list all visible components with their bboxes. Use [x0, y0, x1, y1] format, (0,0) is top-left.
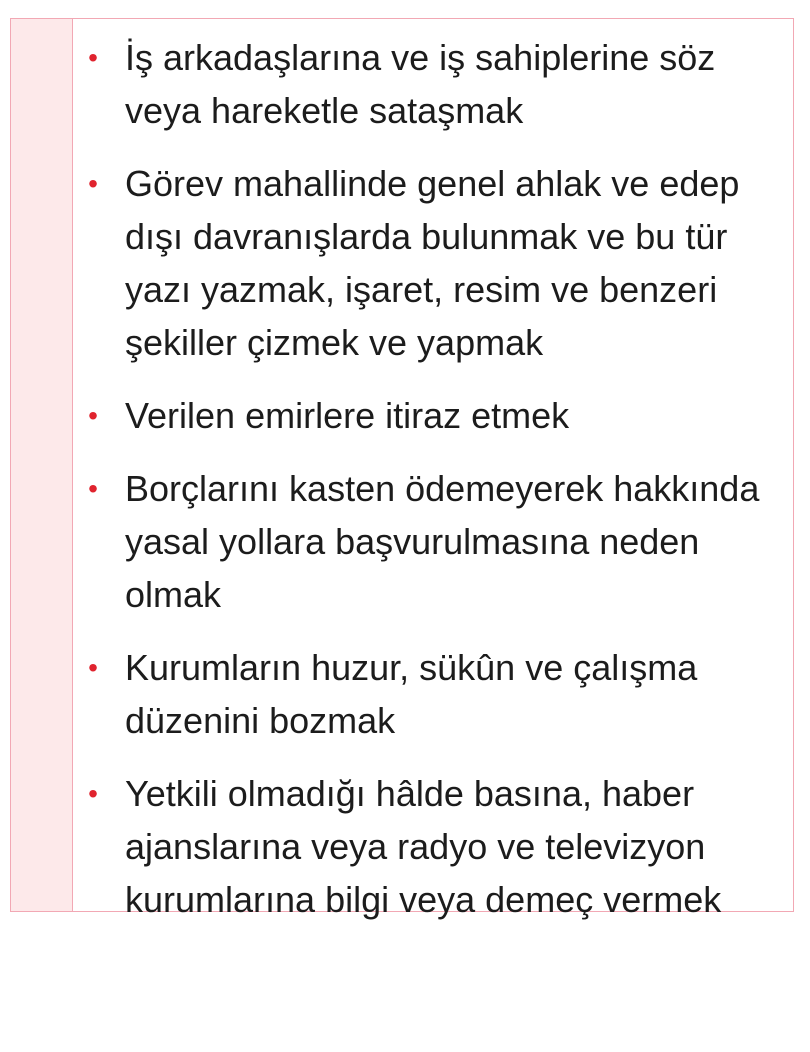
list-item-text: Verilen emirlere itiraz etmek: [125, 395, 570, 436]
bullet-list: [88, 31, 791, 946]
bullet-icon: •: [88, 778, 98, 809]
list-item: [88, 31, 791, 137]
list-item-text: Kurumların huzur, sükûn ve çalışma düzenini bozmak: [125, 647, 698, 741]
bullet-icon: •: [88, 652, 98, 683]
bullet-icon: •: [88, 42, 98, 73]
list-item: [88, 389, 791, 442]
content-box: [10, 18, 794, 920]
list-item: [88, 641, 791, 747]
list-item: [88, 767, 791, 926]
list-item: [88, 157, 791, 369]
bullet-icon: •: [88, 400, 98, 431]
list-item-text: Borçlarını kasten ödemeyerek hakkında yasal yollara başvurulmasına neden olmak: [125, 468, 760, 615]
bullet-icon: •: [88, 168, 98, 199]
bullet-icon: •: [88, 473, 98, 504]
list-item-text: Görev mahallinde genel ahlak ve edep dışı davranışlarda bulunmak ve bu tür yazı yazmak, işaret, resim ve benzeri şekiller çizmek ve yapmak: [125, 163, 740, 363]
left-margin-strip: [11, 19, 73, 911]
list-item-text: İş arkadaşlarına ve iş sahiplerine söz veya hareketle sataşmak: [125, 37, 716, 131]
list-item-text: Yetkili olmadığı hâlde basına, haber ajanslarına veya radyo ve televizyon kurumlarına bilgi veya demeç vermek: [125, 773, 722, 920]
list-item: [88, 462, 791, 621]
